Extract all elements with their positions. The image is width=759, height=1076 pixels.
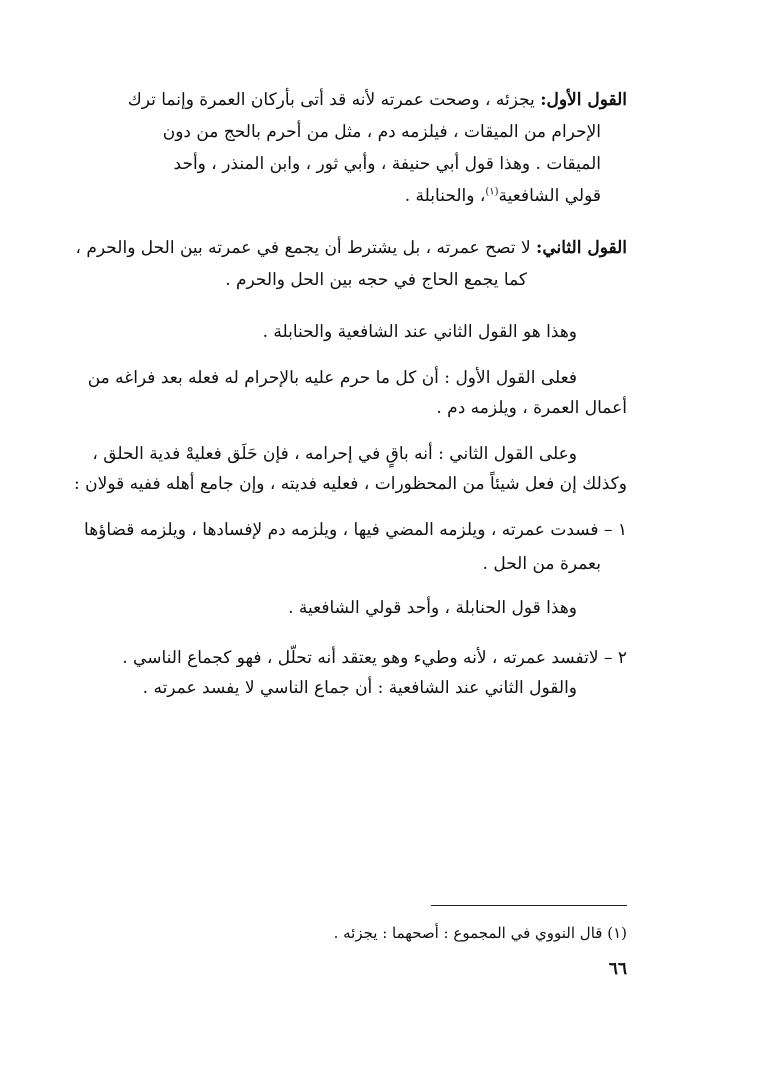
footnote-ref: (١) (485, 186, 499, 198)
section1-text4a: قولي الشافعية (498, 186, 601, 206)
paragraph-3-line2: وكذلك إن فعل شيئاً من المحظورات ، فعليه فديته ، وإن جامع أهله ففيه قولان : (74, 474, 627, 494)
paragraph-2-line2: أعمال العمرة ، ويلزمه دم . (436, 398, 627, 418)
section1-line4 (405, 182, 601, 210)
section2-label: القول الثاني: (536, 238, 627, 258)
item-2-line2: والقول الثاني عند الشافعية : أن جماع الناسي لا يفسد عمرته . (142, 678, 577, 698)
section1-text1: يجزئه ، وصحت عمرته لأنه قد أتى بأركان العمرة وإنما ترك (127, 90, 541, 110)
item-1-line2: بعمرة من الحل . (482, 554, 601, 574)
item-1-line1: ١ – فسدت عمرته ، ويلزمه المضي فيها ، ويلزمه دم لإفسادها ، ويلزمه قضاؤها (84, 520, 627, 540)
section1-label: القول الأول: (540, 90, 627, 110)
section2-line1 (76, 234, 627, 262)
section1-line3: الميقات . وهذا قول أبي حنيفة ، وأبي ثور ، وابن المنذر ، وأحد (173, 154, 601, 174)
section2-text1: لا تصح عمرته ، بل يشترط أن يجمع في عمرته بين الحل والحرم ، (75, 238, 537, 258)
item-2-line1: ٢ – لاتفسد عمرته ، لأنه وطيء وهو يعتقد أنه تحلّل ، فهو كجماع الناسي . (122, 648, 627, 668)
footnote: (١) قال النووي في المجموع : أصحهما : يجزئه . (333, 924, 627, 942)
paragraph-3-line1: وعلى القول الثاني : أنه باقٍ في إحرامه ، فإن حَلَق فعليهْ فدية الحلق ، (92, 444, 577, 464)
section1-line1 (128, 86, 627, 114)
paragraph-2-line1: فعلى القول الأول : أن كل ما حرم عليه بالإحرام له فعله بعد فراغه من (87, 368, 577, 388)
section2-line2: كما يجمع الحاج في حجه بين الحل والحرم . (225, 270, 527, 290)
section1-text4b: ، والحنابلة . (404, 186, 486, 206)
footnote-divider (431, 905, 627, 906)
page-number: ٦٦ (608, 959, 627, 979)
paragraph-4: وهذا قول الحنابلة ، وأحد قولي الشافعية . (288, 598, 577, 618)
paragraph-1: وهذا هو القول الثاني عند الشافعية والحنابلة . (262, 322, 577, 342)
section1-line2: الإحرام من الميقات ، فيلزمه دم ، مثل من أحرم بالحج من دون (162, 122, 601, 142)
